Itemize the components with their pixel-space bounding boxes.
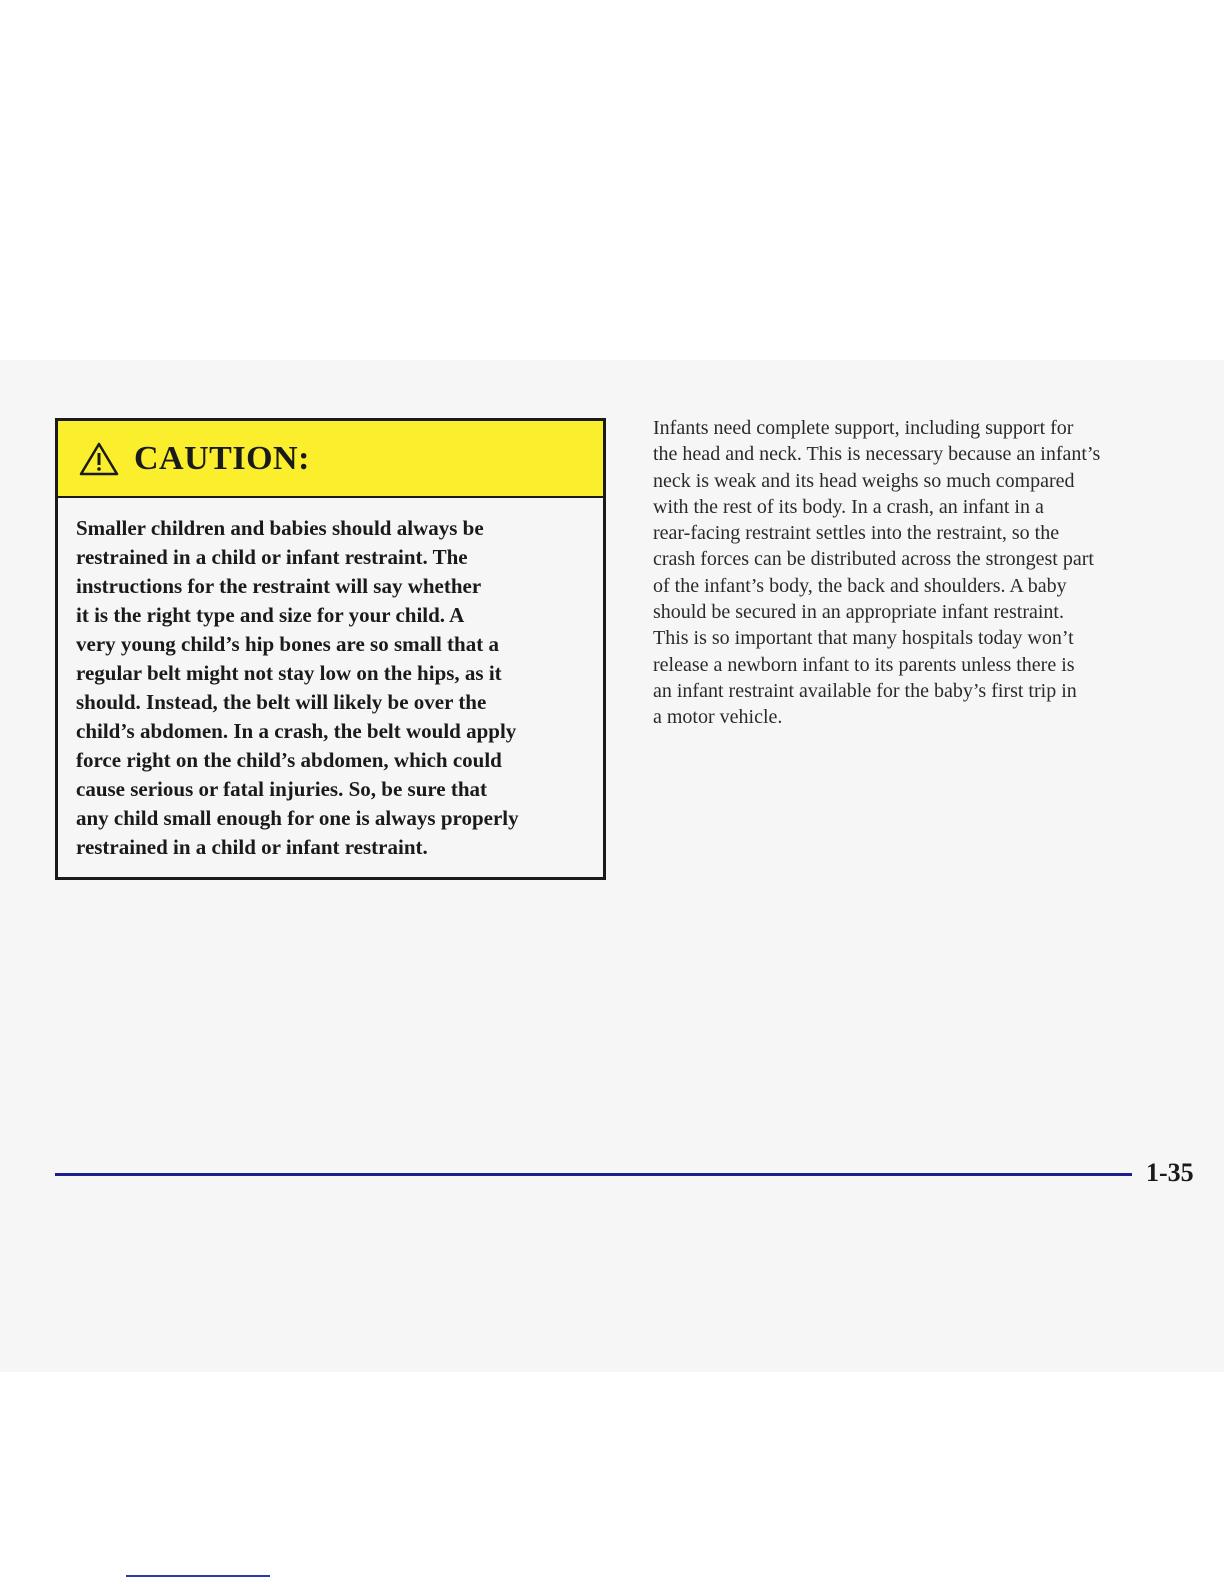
bottom-link-underline[interactable]	[126, 1575, 270, 1577]
body-line: crash forces can be distributed across the strongest part	[653, 548, 1094, 571]
caution-line: restrained in a child or infant restraint. The	[76, 545, 468, 569]
page-number: 1-35	[1146, 1158, 1194, 1187]
body-line: an infant restraint available for the baby’s first trip in	[653, 679, 1077, 702]
caution-line: restrained in a child or infant restraint.	[76, 835, 428, 859]
body-line: release a newborn infant to its parents unless there is	[653, 653, 1075, 676]
body-paragraph	[653, 415, 1198, 731]
caution-line: it is the right type and size for your child. A	[76, 603, 465, 627]
body-line: the head and neck. This is necessary because an infant’s	[653, 443, 1101, 466]
caution-text	[58, 498, 603, 862]
caution-line: Smaller children and babies should always be	[76, 516, 484, 540]
caution-box	[55, 418, 606, 880]
caution-line: cause serious or fatal injuries. So, be sure that	[76, 777, 488, 801]
caution-line: instructions for the restraint will say whether	[76, 574, 482, 598]
caution-line: any child small enough for one is always properly	[76, 806, 519, 830]
body-line: This is so important that many hospitals today won’t	[653, 627, 1074, 650]
caution-line: force right on the child’s abdomen, which could	[76, 748, 502, 772]
footer-rule	[55, 1173, 1132, 1176]
body-line: should be secured in an appropriate infant restraint.	[653, 601, 1064, 624]
caution-header	[58, 421, 603, 498]
caution-line: should. Instead, the belt will likely be over the	[76, 690, 487, 714]
body-line: rear-facing restraint settles into the restraint, so the	[653, 522, 1060, 545]
caution-line: very young child’s hip bones are so small that a	[76, 632, 499, 656]
body-line: neck is weak and its head weighs so much compared	[653, 469, 1075, 492]
body-line: of the infant’s body, the back and shoulders. A baby	[653, 574, 1067, 597]
caution-line: child’s abdomen. In a crash, the belt would apply	[76, 719, 517, 743]
body-line: with the rest of its body. In a crash, an infant in a	[653, 495, 1044, 518]
caution-line: regular belt might not stay low on the hips, as it	[76, 661, 502, 685]
warning-triangle-icon	[78, 441, 120, 477]
body-line: Infants need complete support, including support for	[653, 417, 1074, 439]
body-line: a motor vehicle.	[653, 706, 783, 729]
caution-title: CAUTION:	[134, 439, 310, 477]
